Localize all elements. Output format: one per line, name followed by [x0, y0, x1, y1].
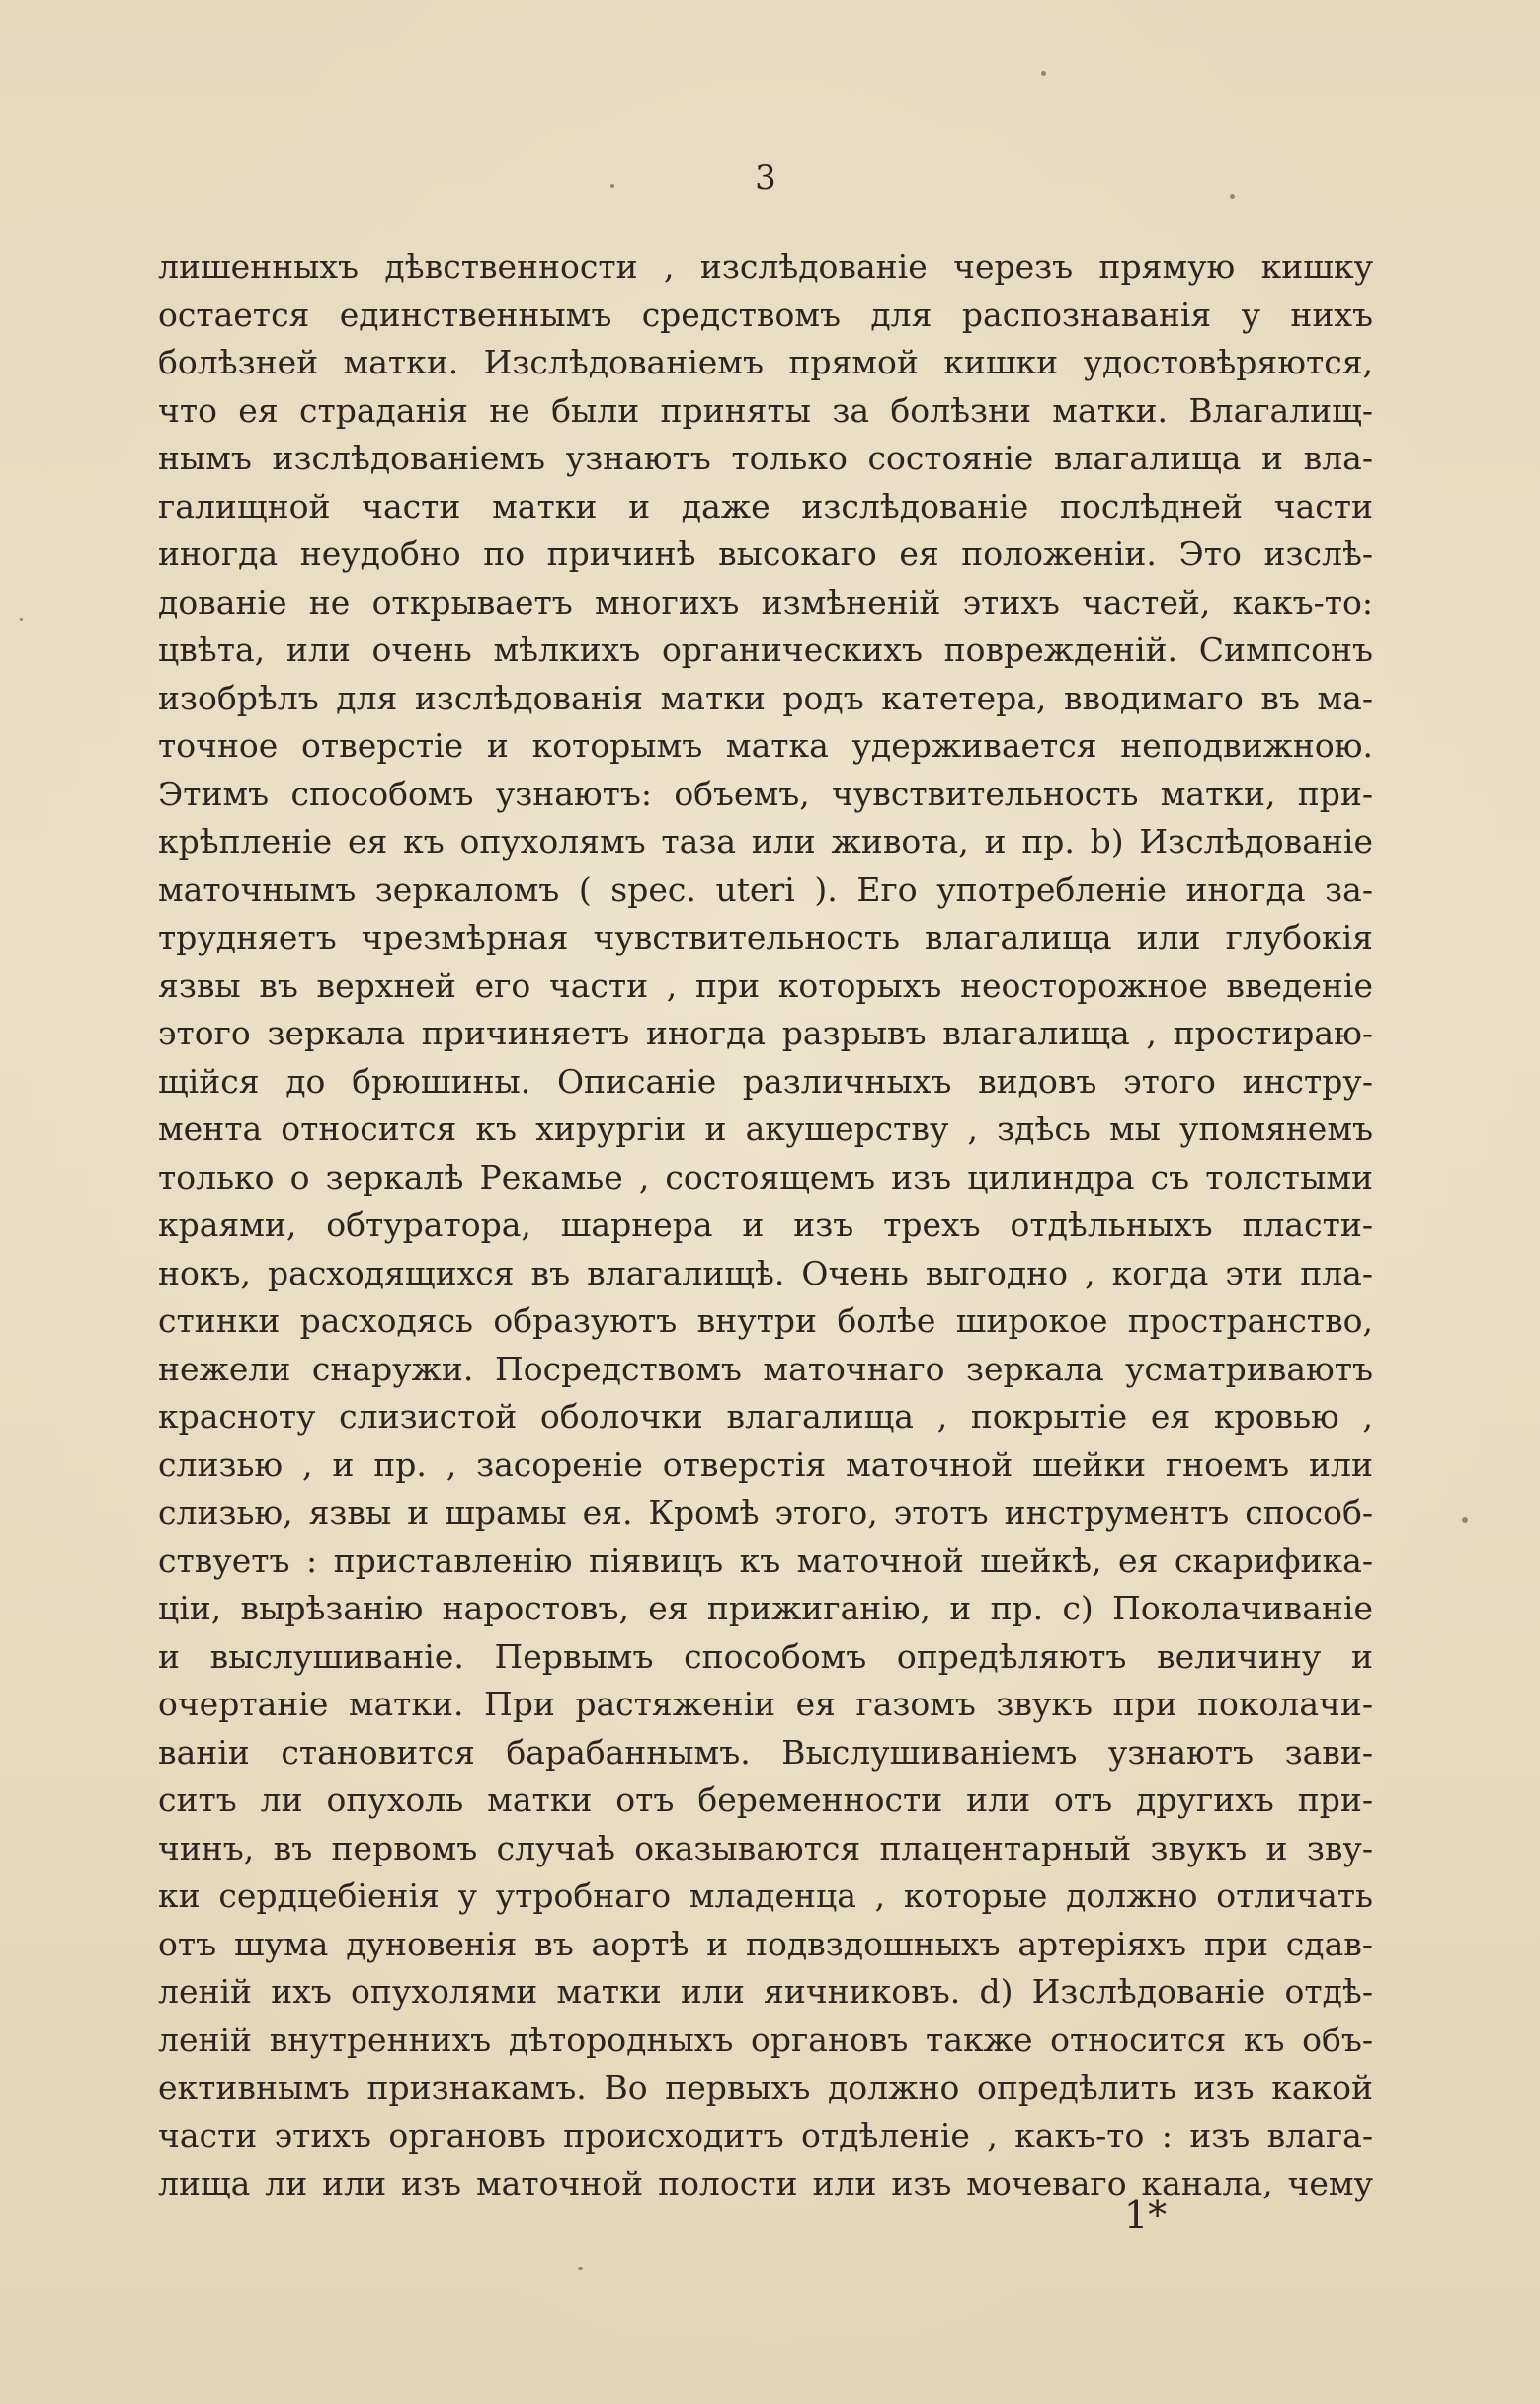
text-line: красноту слизистой оболочки влагалища , покрытіе ея кровью ,	[158, 1397, 1373, 1436]
text-line: ки сердцебіенія у утробнаго младенца , которые должно отличать	[158, 1876, 1373, 1915]
text-line: нокъ, расходящихся въ влагалищѣ. Очень выгодно , когда эти пла-	[158, 1253, 1373, 1292]
text-line: этого зеркала причиняетъ иногда разрывъ влагалища , простираю-	[158, 1014, 1373, 1052]
paper-speck	[20, 618, 23, 621]
body-text	[158, 243, 1373, 2208]
text-line: только о зеркалѣ Рекамье , состоящемъ изъ цилиндра съ толстыми	[158, 1157, 1373, 1197]
text-line: мента относится къ хирургіи и акушерству , здѣсь мы упомянемъ	[158, 1110, 1373, 1148]
text-line: леній ихъ опухолями матки или яичниковъ. d) Изслѣдованіе отдѣ-	[158, 1972, 1373, 2011]
text-line: иногда неудобно по причинѣ высокаго ея положеніи. Это изслѣ-	[158, 535, 1373, 573]
text-line: щійся до брюшины. Описаніе различныхъ видовъ этого инстру-	[158, 1061, 1373, 1101]
text-line: маточнымъ зеркаломъ ( spec. uteri ). Его употребленіе иногда за-	[158, 870, 1373, 909]
text-line: ситъ ли опухоль матки отъ беременности или отъ другихъ при-	[158, 1781, 1373, 1819]
text-line: остается единственнымъ средствомъ для распознаванія у нихъ	[158, 294, 1373, 334]
text-line: леній внутреннихъ дѣтородныхъ органовъ также относится къ объ-	[158, 2020, 1373, 2059]
text-line: нежели снаружи. Посредствомъ маточнаго зеркала усматриваютъ	[158, 1349, 1373, 1388]
text-line: болѣзней матки. Изслѣдованіемъ прямой кишки удостовѣряются,	[158, 343, 1373, 381]
text-line: ваніи становится барабаннымъ. Выслушиваніемъ узнаютъ зави-	[158, 1732, 1373, 1772]
text-line: слизью , и пр. , засореніе отверстія маточной шейки гноемъ или	[158, 1445, 1373, 1484]
text-line: ективнымъ признакамъ. Во первыхъ должно опредѣлить изъ какой	[158, 2068, 1373, 2107]
page-number: 3	[755, 158, 776, 198]
text-line: стинки расходясь образуютъ внутри болѣе широкое пространство,	[158, 1301, 1373, 1340]
text-line: язвы въ верхней его части , при которыхъ неосторожное введеніе	[158, 965, 1373, 1005]
paper-speck	[1462, 1517, 1468, 1523]
text-line: точное отверстіе и которымъ матка удерживается неподвижною.	[158, 726, 1373, 765]
text-line: слизью, язвы и шрамы ея. Кромѣ этого, этотъ инструментъ способ-	[158, 1493, 1373, 1532]
text-line: нымъ изслѣдованіемъ узнаютъ только состояніе влагалища и вла-	[158, 439, 1373, 477]
paper-speck	[610, 184, 614, 188]
text-line: ціи, вырѣзанію наростовъ, ея прижиганію, и пр. c) Поколачиваніе	[158, 1589, 1373, 1627]
text-line: Этимъ способомъ узнаютъ: объемъ, чувствительность матки, при-	[158, 774, 1373, 813]
text-line: изобрѣлъ для изслѣдованія матки родъ катетера, вводимаго въ ма-	[158, 678, 1373, 717]
text-line: дованіе не открываетъ многихъ измѣненій этихъ частей, какъ-то:	[158, 582, 1373, 622]
text-line: галищной части матки и даже изслѣдованіе послѣдней части	[158, 486, 1373, 526]
paper-speck	[1041, 71, 1046, 76]
text-line: чинъ, въ первомъ случаѣ оказываются плацентарный звукъ и зву-	[158, 1828, 1373, 1867]
text-line: цвѣта, или очень мѣлкихъ органическихъ поврежденій. Симпсонъ	[158, 630, 1373, 669]
text-line: краями, обтуратора, шарнера и изъ трехъ отдѣльныхъ пласти-	[158, 1205, 1373, 1244]
text-line: лища ли или изъ маточной полости или изъ мочеваго канала, чему	[158, 2164, 1373, 2202]
text-line: трудняетъ чрезмѣрная чувствительность влагалища или глубокія	[158, 918, 1373, 956]
paper-speck	[1230, 194, 1235, 199]
text-line: что ея страданія не были приняты за болѣзни матки. Влагалищ-	[158, 390, 1373, 430]
text-line: ствуетъ : приставленію піявицъ къ маточной шейкѣ, ея скарифика-	[158, 1540, 1373, 1580]
text-line: части этихъ органовъ происходитъ отдѣленіе , какъ-то : изъ влага-	[158, 2115, 1373, 2155]
text-line: лишенныхъ дѣвственности , изслѣдованіе черезъ прямую кишку	[158, 247, 1373, 286]
text-line: и выслушиваніе. Первымъ способомъ опредѣляютъ величину и	[158, 1636, 1373, 1676]
text-line: очертаніе матки. При растяженіи ея газомъ звукъ при поколачи-	[158, 1685, 1373, 1723]
paper-speck	[578, 2267, 583, 2270]
text-line: крѣпленіе ея къ опухолямъ таза или живота, и пр. b) Изслѣдованіе	[158, 822, 1373, 861]
signature-mark: 1*	[1124, 2194, 1168, 2237]
text-line: отъ шума дуновенія въ аортѣ и подвздошныхъ артеріяхъ при сдав-	[158, 1924, 1373, 1963]
